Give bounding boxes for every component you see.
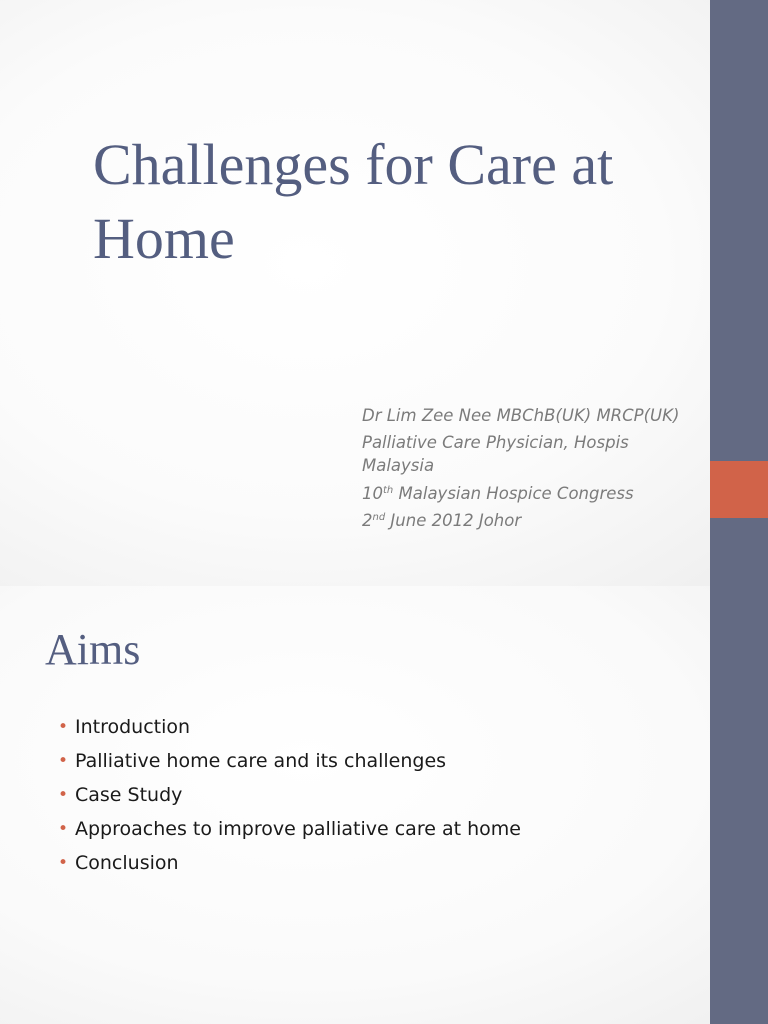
presenter-info (362, 404, 702, 536)
presenter-role-line1: Palliative Care Physician, Hospis (362, 433, 629, 452)
slide-title: Challenges for Care at Home (93, 132, 614, 271)
aims-item-text: Introduction (75, 716, 191, 738)
aims-list (58, 714, 521, 884)
aims-item (58, 782, 521, 816)
bullet-icon: • (58, 819, 69, 839)
aims-item (58, 714, 521, 748)
aims-item (58, 850, 521, 884)
date-text: June 2012 Johor (385, 511, 522, 530)
presenter-role (362, 431, 702, 477)
bullet-icon: • (58, 853, 69, 873)
bullet-icon: • (58, 751, 69, 771)
presenter-name: Dr Lim Zee Nee MBChB(UK) MRCP(UK) (362, 406, 680, 425)
aims-item-text: Case Study (75, 784, 183, 806)
bullet-icon: • (58, 717, 69, 737)
congress-name (362, 482, 702, 505)
bullet-icon: • (58, 785, 69, 805)
congress-number: 10 (362, 484, 383, 503)
aims-item-text: Palliative home care and its challenges (75, 750, 447, 772)
congress-ordinal: th (383, 485, 394, 496)
aims-item (58, 816, 521, 850)
aims-item-text: Approaches to improve palliative care at home (75, 818, 521, 840)
date-ordinal: nd (372, 512, 386, 523)
sidebar-accent-block (710, 461, 768, 518)
aims-item (58, 748, 521, 782)
congress-text: Malaysian Hospice Congress (393, 484, 634, 503)
congress-date (362, 509, 702, 532)
aims-item-text: Conclusion (75, 852, 179, 874)
aims-title: Aims (45, 625, 141, 674)
date-number: 2 (362, 511, 373, 530)
presenter-role-line2: Malaysia (362, 456, 435, 475)
aims-slide (0, 586, 768, 1024)
